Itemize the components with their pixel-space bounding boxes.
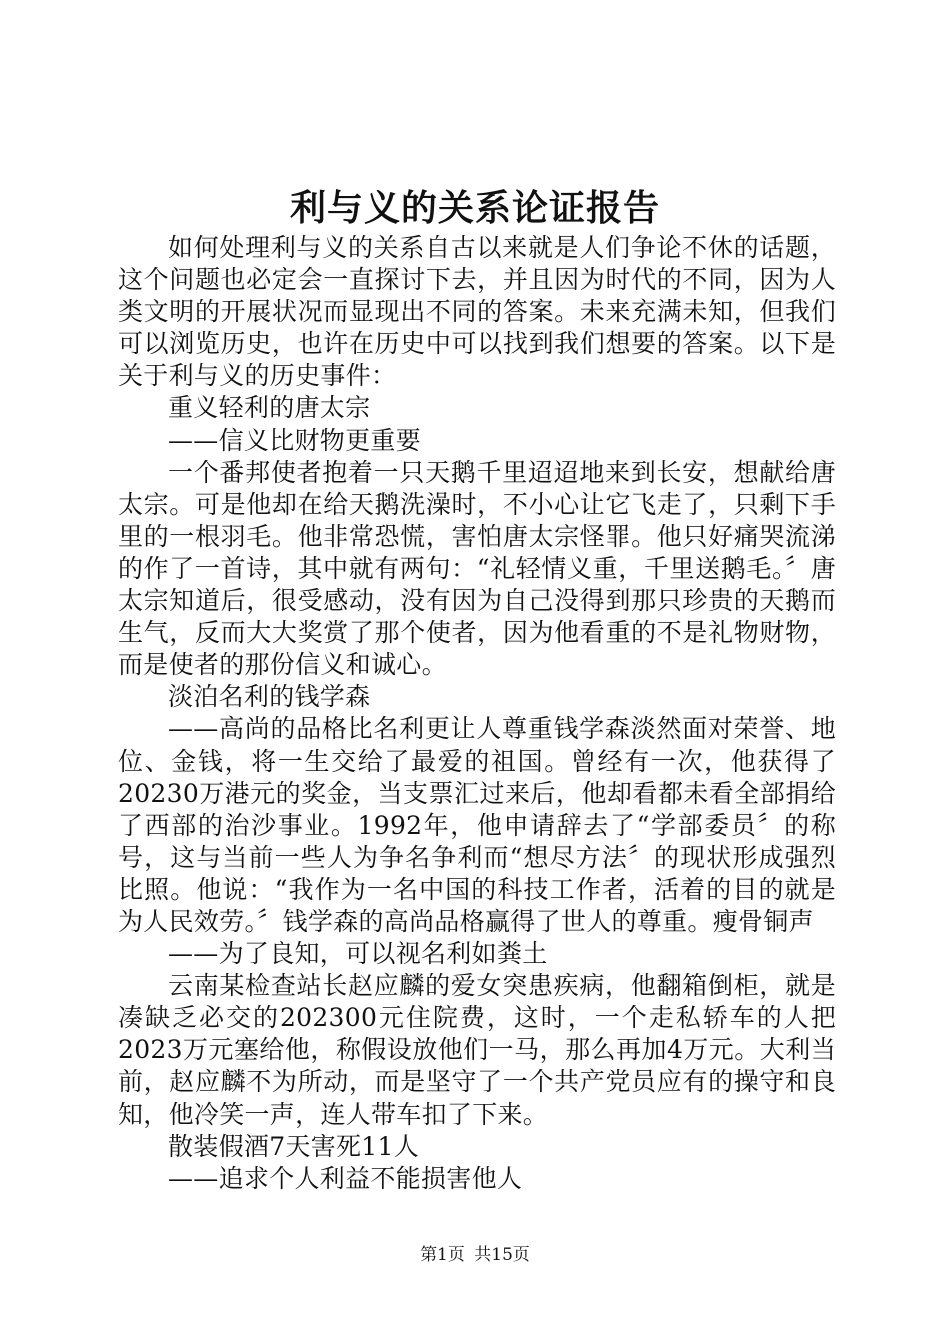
page-footer (0, 1243, 950, 1267)
document-body (118, 232, 836, 1195)
paragraph-intro: 如何处理利与义的关系自古以来就是人们争论不休的话题，这个问题也必定会一直探讨下去，并且因为时代的不同，因为人类文明的开展状况而显现出不同的答案。未来充满未知，但我们可以浏览历史，也许在历史中可以找到我们想要的答案。以下是关于利与义的历史事件： (118, 233, 836, 391)
subheading-tang-taizong: ——信义比财物更重要 (168, 425, 422, 455)
document-title: 利与义的关系论证报告 (289, 187, 660, 229)
page-total: 共15页 (474, 1245, 530, 1265)
heading-qian-xuesen: 淡泊名利的钱学森 (168, 682, 371, 712)
paragraph-tang-taizong: 一个番邦使者抱着一只天鹅千里迢迢地来到长安，想献给唐太宗。可是他却在给天鹅洗澡时，不小心让它飞走了，只剩下手里的一根羽毛。他非常恐慌，害怕唐太宗怪罪。他只好痛哭流涕的作了一首诗，其中就有两句：“礼轻情义重，千里送鹅毛。〞唐太宗知道后，很受感动，没有因为自己没得到那只珍贵的天鹅而生气，反而大大奖赏了那个使者，因为他看重的不是礼物财物，而是使者的那份信义和诚心。 (118, 457, 836, 680)
heading-fake-liquor: 散装假酒7天害死11人 (168, 1131, 420, 1161)
page-number: 第1页 (420, 1245, 465, 1265)
paragraph-zhao-yinglin: 云南某检查站长赵应麟的爱女突患疾病，他翻箱倒柜，就是凑缺乏必交的202300元住院费，这时，一个走私轿车的人把2023万元塞给他，称假设放他们一马，那么再加4万元。大利当前，赵应麟不为所动，而是坚守了一个共产党员应有的操守和良知，他冷笑一声，连人带车扣了下来。 (118, 971, 836, 1129)
subheading-fake-liquor: ——追求个人利益不能损害他人 (168, 1163, 523, 1193)
subheading-conscience: ——为了良知，可以视名利如粪土 (168, 939, 548, 969)
heading-tang-taizong: 重义轻利的唐太宗 (168, 393, 371, 423)
paragraph-qian-xuesen: ——高尚的品格比名利更让人尊重钱学森淡然面对荣誉、地位、金钱，将一生交给了最爱的祖国。曾经有一次，他获得了20230万港元的奖金，当支票汇过来后，他却看都未看全部捐给了西部的治沙事业。1992年，他申请辞去了“学部委员〞的称号，这与当前一些人为争名争利而“想尽方法〞的现状形成强烈比照。他说：“我作为一名中国的科技工作者，活着的目的就是为人民效劳。〞钱学森的高尚品格赢得了世人的尊重。瘦骨铜声 (118, 714, 836, 936)
